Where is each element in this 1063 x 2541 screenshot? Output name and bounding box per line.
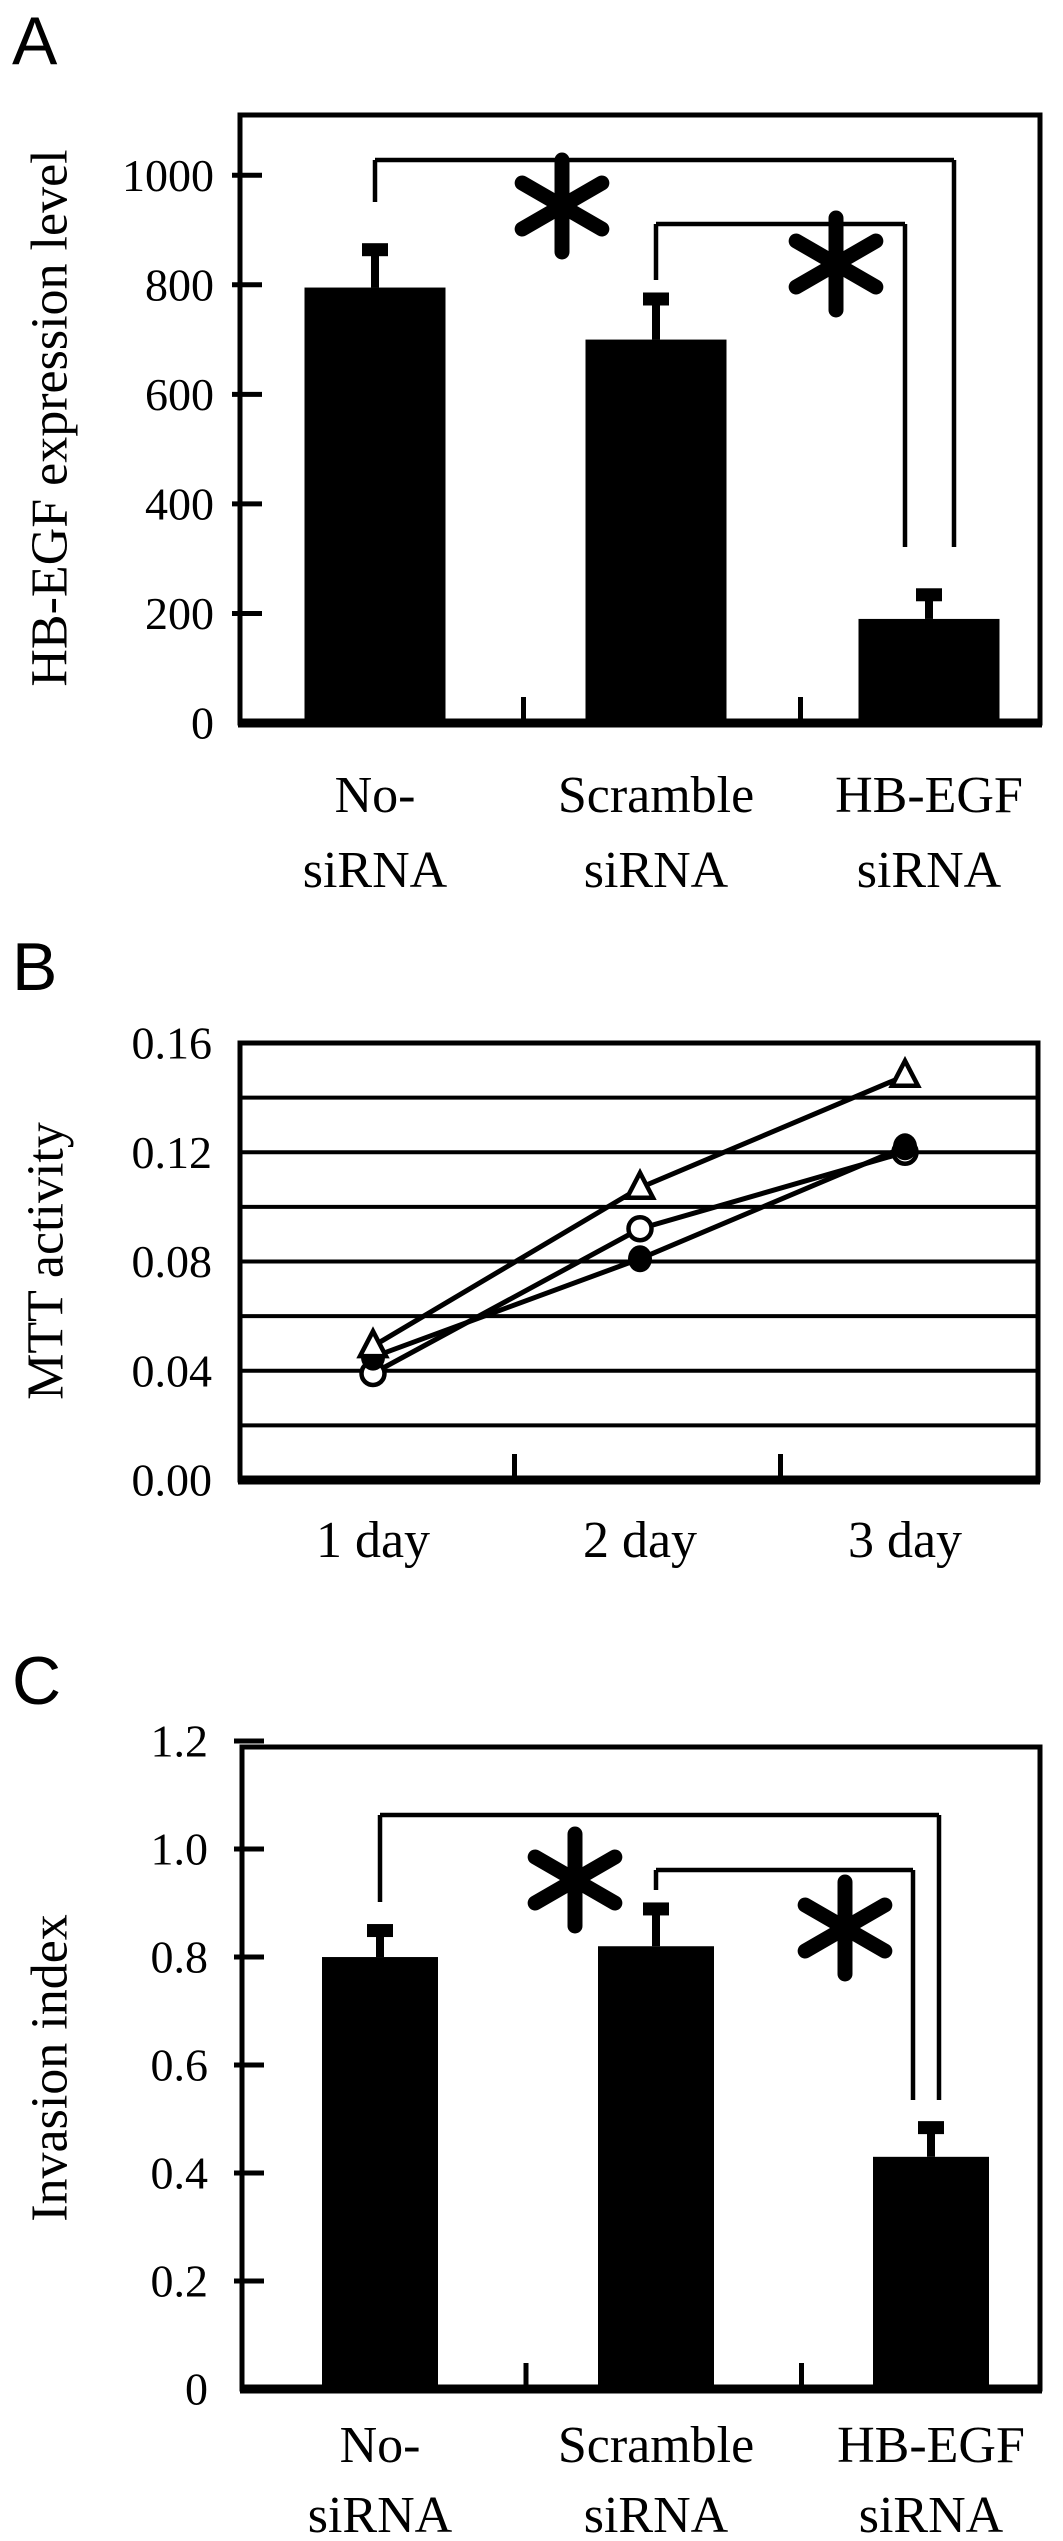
- marker-circle-open: [629, 1217, 652, 1240]
- y-axis-title: MTT activity: [17, 1122, 75, 1400]
- category-label: No-: [334, 767, 416, 824]
- error-bar-cap: [362, 243, 388, 256]
- error-bar-cap: [918, 2121, 944, 2134]
- y-axis-title: Invasion index: [21, 1914, 79, 2222]
- line-series-open-triangle: [373, 1076, 905, 1346]
- category-label: siRNA: [858, 2487, 1004, 2541]
- y-tick-label: 0: [191, 697, 214, 749]
- y-tick-label: 1.2: [150, 1715, 208, 1767]
- marker-triangle-open: [892, 1061, 918, 1086]
- category-label: siRNA: [856, 842, 1002, 899]
- category-label: siRNA: [302, 842, 448, 899]
- panel-letter: C: [12, 1643, 62, 1719]
- y-tick-label: 800: [145, 259, 214, 311]
- category-label: 1 day: [315, 1512, 431, 1569]
- bar: [859, 619, 1000, 723]
- y-tick-label: 1.0: [150, 1823, 208, 1875]
- error-bar-cap: [643, 1902, 669, 1915]
- category-label: HB-EGF: [835, 767, 1023, 824]
- y-tick-label: 400: [145, 478, 214, 530]
- category-label: siRNA: [307, 2487, 453, 2541]
- panel-letter: A: [12, 3, 58, 79]
- category-label: HB-EGF: [837, 2417, 1025, 2474]
- y-axis-title: HB-EGF expression level: [21, 149, 79, 687]
- marker-circle-filled: [628, 1245, 652, 1272]
- y-tick-label: 600: [145, 368, 214, 420]
- bar: [322, 1957, 438, 2389]
- y-tick-label: 0.4: [150, 2147, 208, 2199]
- y-tick-label: 0.04: [131, 1345, 212, 1397]
- category-label: Scramble: [557, 767, 755, 824]
- y-tick-label: 200: [145, 587, 214, 639]
- y-tick-label: 0.08: [131, 1236, 212, 1287]
- bar: [598, 1946, 714, 2389]
- bar: [305, 288, 446, 723]
- y-tick-label: 0: [185, 2363, 208, 2415]
- bar: [586, 340, 727, 723]
- y-tick-label: 0.00: [131, 1454, 212, 1506]
- bar: [873, 2157, 989, 2389]
- y-tick-label: 1000: [122, 149, 214, 201]
- category-label: Scramble: [557, 2417, 755, 2474]
- y-tick-label: 0.8: [150, 1931, 208, 1983]
- panel-letter: B: [12, 929, 58, 1005]
- y-tick-label: 0.16: [131, 1017, 212, 1069]
- error-bar-cap: [916, 588, 942, 601]
- y-tick-label: 0.12: [131, 1126, 212, 1178]
- category-label: siRNA: [583, 2487, 729, 2541]
- error-bar-cap: [643, 292, 669, 305]
- error-bar-cap: [367, 1924, 393, 1937]
- marker-circle-filled: [893, 1133, 917, 1160]
- category-label: No-: [339, 2417, 421, 2474]
- y-tick-label: 0.6: [150, 2039, 208, 2091]
- category-label: 2 day: [582, 1512, 698, 1569]
- category-label: siRNA: [583, 842, 729, 899]
- y-tick-label: 0.2: [150, 2255, 208, 2307]
- category-label: 3 day: [847, 1512, 963, 1569]
